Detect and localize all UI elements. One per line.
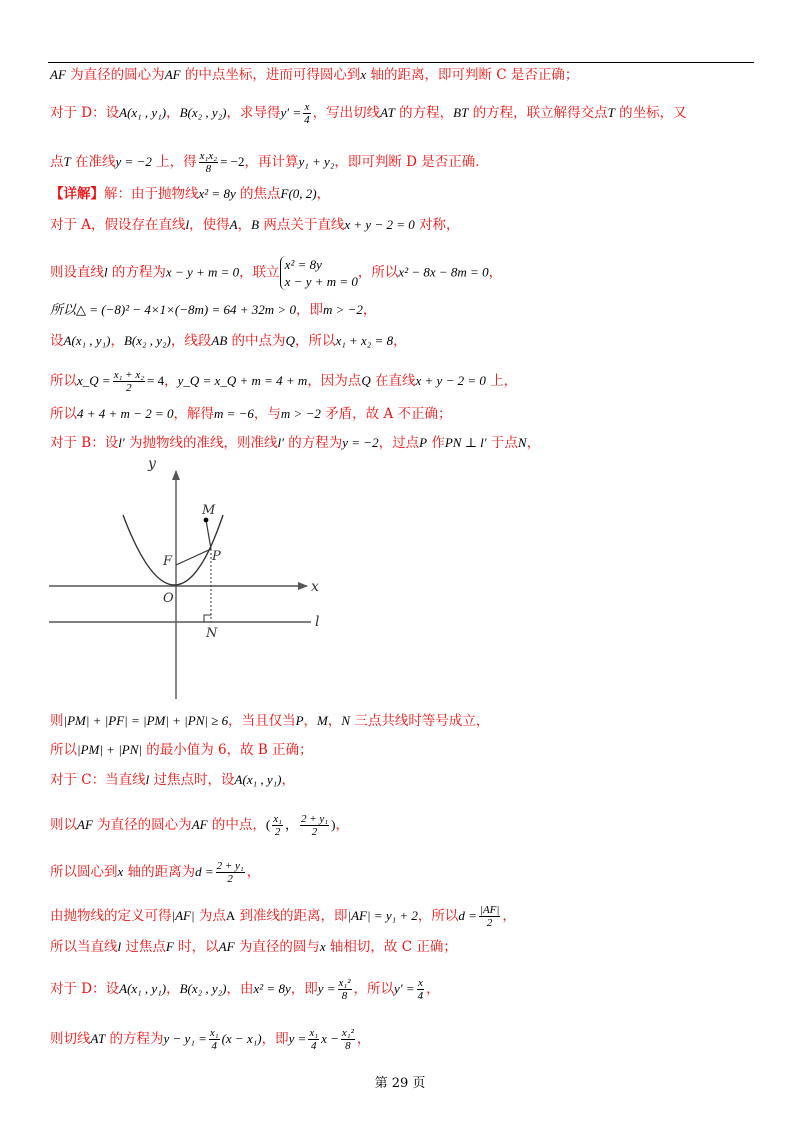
fraction: $\frac{x}{4}$ xyxy=(304,101,310,126)
fraction: $\frac{x}{4}$ xyxy=(417,977,424,1002)
text-line-18: 所以当直线l 过焦点F 时，以AF 为直径的圆与x 轴相切，故 C 正确； xyxy=(50,939,457,955)
segment-PM xyxy=(206,520,211,549)
fraction: $\frac{\text{x₁}}{4}$ xyxy=(209,1027,219,1052)
label-y: y xyxy=(148,456,156,472)
equation-system: x² = 8y x − y + m = 0 xyxy=(280,256,358,290)
text-line-14: 对于 C：当直线l 过焦点时，设A(x₁ , y₁)， xyxy=(50,772,295,788)
fraction: $\frac{\text{x₁x₂}}{8}$ xyxy=(199,150,218,175)
fraction: $\frac{\text{x₁}}{4}$ xyxy=(309,1027,319,1052)
text-line-8: 设A(x₁ , y₁)，B(x₂ , y₂)，线段AB 的中点为Q，所以x₁ + x₂ = 8， xyxy=(50,333,407,349)
text-line-11: 对于 B：设l′ 为抛物线的准线，则准线l′ 的方程为y = −2，过点P 作PN ⊥ l′ 于点N， xyxy=(50,435,541,451)
parabola-figure xyxy=(45,453,330,703)
text-line-15: 则以AF 为直径的圆心为AF 的中点，( $\frac{\text{x₁}}{2}$ ， $\frac{\text{2 + y₁}}{2}$ )， xyxy=(50,813,349,838)
fraction: $\frac{\text{x₁ + x₂}}{2}$ xyxy=(113,369,145,394)
label-l: l xyxy=(315,614,320,630)
page-number: 第 29 页 xyxy=(374,1076,426,1091)
text-line-16: 所以圆心到x 轴的距离为d = $\frac{\text{2 + y₁}}{2}$ ， xyxy=(50,860,261,885)
label-N: N xyxy=(206,626,218,641)
detail-label: 【详解】 xyxy=(50,186,104,202)
label-P: P xyxy=(212,549,221,564)
label-M: M xyxy=(202,503,216,518)
text-line-10: 所以4 + 4 + m − 2 = 0，解得m = −6，与m > −2 矛盾，故 A 不正确； xyxy=(50,406,452,422)
text-line-19: 对于 D：设A(x₁ , y₁)，B(x₂ , y₂)，由x² = 8y，即y = $\frac{\text{x₁²}}{8}$ ，所以y′ = $\frac{x}{4}$ ， xyxy=(50,977,440,1002)
text-line-2: 对于 D：设A(x₁ , y₁)，B(x₂ , y₂)，求导得y′ = $\frac{x}{4}$ ，写出切线AT 的方程，BT 的方程，联立解得交点T 的坐标，又 xyxy=(50,101,687,126)
text-line-1: AF 为直径的圆心为AF 的中点坐标，进而可得圆心到x 轴的距离，即可判断 C 是否正确； xyxy=(50,67,579,83)
text-line-12: 则|PM| + |PF| = |PM| + |PN| ≥ 6，当且仅当P，M，N 三点共线时等号成立， xyxy=(50,713,490,729)
text-line-6: 则设直线l 的方程为x − y + m = 0，联立 x² = 8y x − y + m = 0 ，所以x² − 8x − 8m = 0， xyxy=(50,257,503,289)
fraction: $\frac{\text{x₁²}}{8}$ xyxy=(338,977,351,1002)
fraction: $\frac{|AF|}{2}$ xyxy=(479,904,500,929)
fraction: $\frac{\text{2 + y₁}}{2}$ xyxy=(300,813,329,838)
fraction: $\frac{\text{2 + y₁}}{2}$ xyxy=(216,860,244,885)
point-M xyxy=(204,518,209,523)
text-line-4: 【详解】解：由于抛物线x² = 8y 的焦点F(0, 2)， xyxy=(50,186,331,202)
label-x: x xyxy=(311,579,319,595)
text-line-13: 所以|PM| + |PN| 的最小值为 6，故 B 正确； xyxy=(50,742,313,758)
fraction: $\frac{\text{x₁}}{2}$ xyxy=(273,813,282,838)
label-O: O xyxy=(163,591,174,606)
text-line-5: 对于 A，假设存在直线l，使得A，B 两点关于直线x + y − 2 = 0 对称， xyxy=(50,217,460,233)
text-line-3: 点T 在准线y = −2 上，得 $\frac{\text{x₁x₂}}{8}$ = −2，再计算y₁ + y₂，即可判断 D 是否正确． xyxy=(50,150,489,175)
text-line-20: 则切线AT 的方程为y − y₁ = $\frac{\text{x₁}}{4}$ (x − x₁)，即y = $\frac{\text{x₁}}{4}$ x − $\frac{\text{x₁²}}{8}$ ， xyxy=(50,1027,371,1052)
text-line-7: 所以△ = (−8)² − 4×1×(−8m) = 64 + 32m > 0，即m > −2， xyxy=(50,302,377,318)
text-line-17: 由抛物线的定义可得|AF| 为点A 到准线的距离，即|AF| = y₁ + 2，所以d = $\frac{|AF|}{2}$ ， xyxy=(50,904,516,929)
label-F: F xyxy=(163,554,173,569)
header-rule xyxy=(48,62,754,63)
right-angle-mark xyxy=(204,615,211,622)
text-line-9: 所以x_Q = $\frac{\text{x₁ + x₂}}{2}$ = 4，y_Q = x_Q + m = 4 + m，因为点Q 在直线x + y − 2 = 0 上， xyxy=(50,369,518,394)
fraction: $\frac{\text{x₁²}}{8}$ xyxy=(341,1027,354,1052)
